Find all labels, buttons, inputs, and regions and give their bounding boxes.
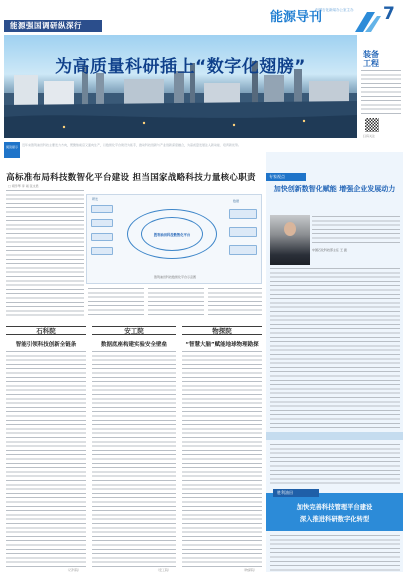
qr-caption: 扫码关注 bbox=[363, 134, 376, 138]
main-article-column-4 bbox=[208, 288, 262, 318]
masthead-logo-icon bbox=[353, 8, 383, 34]
diagram-box bbox=[229, 245, 257, 255]
diagram-box bbox=[91, 205, 113, 213]
section-title-3: “智慧大脑”赋能地球物理勘探 bbox=[185, 342, 259, 348]
side-text bbox=[361, 70, 401, 114]
main-article-column-3 bbox=[148, 288, 204, 318]
reading-tip-text: 近年来胜利油田科技主要发力方向，既聚焦前沿又面向生产，以数智化平台建设为抓手，推动科技创新与产业创新深度融合，为高质量发展注入新动能、培育新优势。 bbox=[22, 143, 242, 147]
portrait-face bbox=[284, 222, 296, 236]
diagram-box bbox=[91, 233, 113, 241]
diagram-box bbox=[91, 247, 113, 255]
oilfield-tag: 胜利油田 bbox=[273, 489, 319, 497]
section-2-source: （安工院） bbox=[156, 568, 172, 572]
masthead-subtitle: 中国石化新闻办公室主办 bbox=[315, 8, 354, 12]
oilfield-title-line1: 加快完善科技管理平台建设 bbox=[296, 504, 373, 511]
main-article-column-1 bbox=[6, 190, 84, 318]
section-title-2: 数据底座构建实验安全壁垒 bbox=[100, 342, 167, 348]
section-head-3: 物探院 bbox=[182, 326, 262, 335]
section-head-2: 安工院 bbox=[92, 326, 176, 335]
hero-image bbox=[4, 35, 357, 138]
diagram-label-left: 研发 bbox=[92, 197, 99, 201]
main-article-column-2 bbox=[88, 288, 144, 318]
section-1-source: （石科院） bbox=[66, 568, 82, 572]
section-2-text bbox=[92, 351, 176, 567]
reading-tip-tag: 阅读提示 bbox=[4, 142, 20, 158]
section-category-line2: 工程 bbox=[363, 59, 379, 68]
section-category bbox=[363, 50, 379, 68]
diagram-box bbox=[91, 219, 113, 227]
right-panel-intro bbox=[312, 216, 400, 244]
right-panel-title: 加快创新数智化赋能 增强企业发展动力 bbox=[273, 185, 396, 193]
section-title-1: 智能引领科技创新全链条 bbox=[15, 342, 77, 348]
main-article-title: 高标准布局科技数智化平台建设 担当国家战略科技力量核心职责 bbox=[6, 173, 256, 183]
right-panel-text-2 bbox=[270, 444, 400, 486]
section-1-text bbox=[6, 351, 86, 567]
oilfield-text bbox=[270, 535, 400, 571]
section-category-line1: 装备 bbox=[363, 50, 379, 59]
hero-title: 为高质量科研插上“数字化翅膀” bbox=[55, 57, 306, 77]
diagram-label-right: 数据 bbox=[233, 199, 240, 203]
main-article-byline: □ 胡学琴 李 雨 张文君 bbox=[8, 184, 39, 188]
expert-view-tag: 专家视点 bbox=[266, 173, 306, 181]
section-3-source: （物探院） bbox=[242, 568, 258, 572]
oilfield-band bbox=[266, 493, 403, 531]
diagram-label-center: 胜利油田科技数智化平台 bbox=[153, 233, 191, 237]
diagram-box bbox=[229, 209, 257, 219]
oilfield-title-line2: 深入推进科研数字化转型 bbox=[299, 516, 370, 523]
right-panel-text bbox=[270, 268, 400, 430]
banner-label: 能源强国调研纵深行 bbox=[4, 20, 102, 32]
qr-code-icon[interactable] bbox=[365, 118, 379, 132]
diagram-caption: 胜利油田科技数智化平台示意图 bbox=[153, 275, 196, 279]
diagram-box bbox=[229, 227, 257, 237]
page-number: 7 bbox=[383, 4, 395, 24]
refinery-skyline-image bbox=[4, 35, 357, 138]
section-head-1: 石科院 bbox=[6, 326, 86, 335]
portrait-caption: 中国石化科技部主任 王 振 bbox=[312, 248, 347, 252]
right-panel-divider bbox=[266, 432, 403, 440]
masthead: 能源导刊 bbox=[270, 10, 323, 25]
section-3-text bbox=[182, 351, 262, 567]
platform-diagram bbox=[86, 194, 262, 284]
